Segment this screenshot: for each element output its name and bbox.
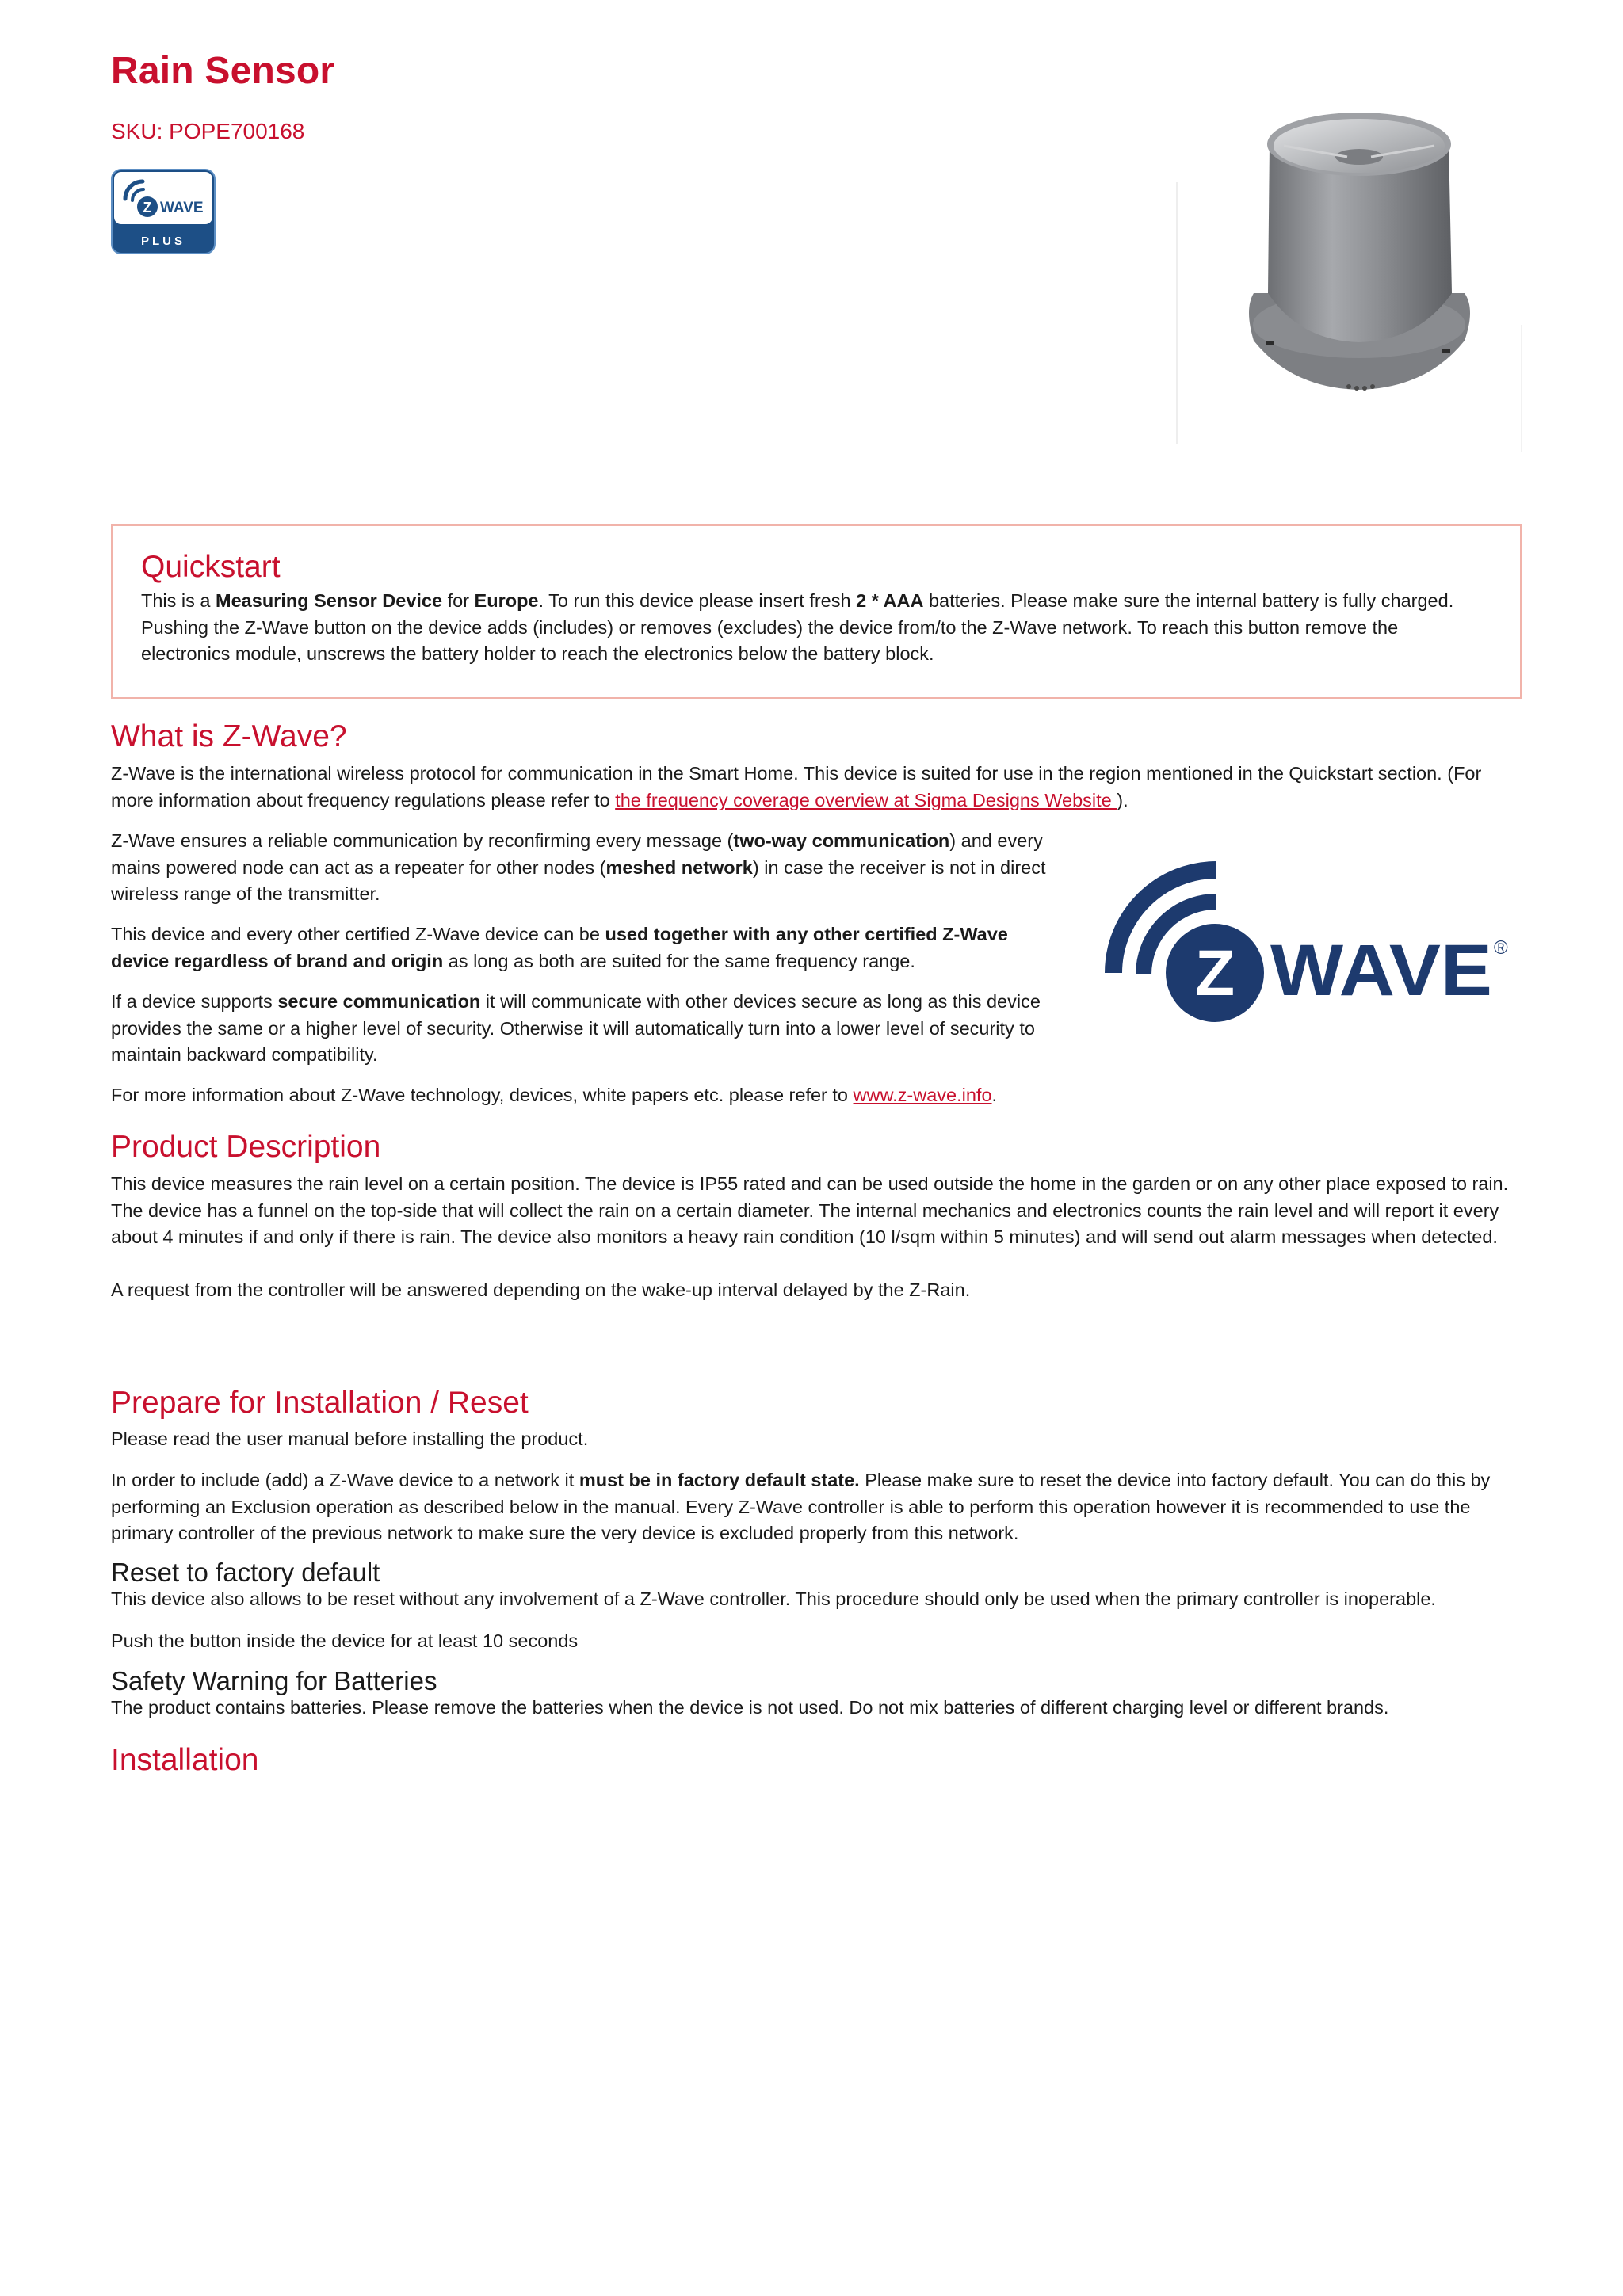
safety-paragraph: The product contains batteries. Please remove the batteries when the device is not used. Do not mix batteries of different charging level or different brands. [111, 1697, 1389, 1718]
what-is-paragraph-2: Z-Wave ensures a reliable communication by reconfirming every message (two-way communication) and every mains powered node can act as a repeater for other nodes (meshed network) in case the receiver is not in direct wireless range of the transmitter. [111, 830, 1046, 904]
safety-heading: Safety Warning for Batteries [111, 1666, 437, 1695]
installation-heading: Installation [111, 1743, 259, 1777]
product-description-paragraph-2: A request from the controller will be answered depending on the wake-up interval delayed by the Z-Rain. [111, 1280, 971, 1300]
zwave-plus-badge-icon [111, 169, 216, 254]
prepare-paragraph-1: Please read the user manual before installing the product. [111, 1428, 589, 1449]
page-title: Rain Sensor [111, 50, 335, 92]
zwave-logo-word: WAVE [1270, 930, 1492, 1011]
sku-line [111, 119, 304, 144]
product-description-heading: Product Description [111, 1130, 381, 1164]
quickstart-text: This is a Measuring Sensor Device for Europe. To run this device please insert fresh 2 * AAA batteries. Please make sure the internal battery is fully charged. Pushing the Z-Wave button on the device adds (includes) or removes (excludes) the device from/to the Z-Wave network. To reach this button remove the electronics module, unscrews the battery holder to reach the electronics below the battery block. [141, 590, 1454, 664]
zwave-logo-letter: Z [1194, 937, 1235, 1009]
frequency-coverage-link[interactable]: the frequency coverage overview at Sigma Designs Website [615, 789, 1117, 810]
prepare-heading: Prepare for Installation / Reset [111, 1386, 529, 1420]
what-is-paragraph-5: For more information about Z-Wave technology, devices, white papers etc. please refer to www.z-wave.info. [111, 1085, 998, 1105]
quickstart-heading: Quickstart [141, 550, 281, 584]
quickstart-box [111, 524, 1522, 699]
zwave-info-link[interactable]: www.z-wave.info [853, 1085, 992, 1105]
rain-sensor-device-image [1165, 87, 1529, 452]
product-description-paragraph-1: This device measures the rain level on a certain position. The device is IP55 rated and can be used outside the home in the garden or on any other place exposed to rain. The device has a funnel on the top-side that will collect the rain on a certain diameter. The internal mechanics and electronics counts the rain level and will report it every about 4 minutes if and only if there is rain. The device also monitors a heavy rain condition (10 l/sqm within 5 minutes) and will send out alarm messages when detected. [111, 1173, 1509, 1247]
what-is-paragraph-3: This device and every other certified Z-Wave device can be used together with any other certified Z-Wave device regardless of brand and origin as long as both are suited for the same frequency range. [111, 924, 1008, 971]
what-is-zwave-heading: What is Z-Wave? [111, 719, 347, 753]
badge-letter: Z [143, 200, 152, 215]
badge-plus: PLUS [140, 235, 186, 248]
badge-word: WAVE [160, 200, 204, 216]
reset-paragraph-2: Push the button inside the device for at least 10 seconds [111, 1630, 579, 1651]
prepare-paragraph-2: In order to include (add) a Z-Wave device to a network it must be in factory default state. Please make sure to reset the device into factory default. You can do this by performing an Exclusion operation as described below in the manual. Every Z-Wave controller is able to perform this operation however it is recommended to use the primary controller of the previous network to make sure the very device is excluded properly from this network. [111, 1470, 1491, 1543]
zwave-logo-registered: ® [1494, 937, 1508, 959]
what-is-paragraph-4: If a device supports secure communication it will communicate with other devices secure as long as this device provides the same or a higher level of security. Otherwise it will automatically turn into a lower level of security to maintain backward compatibility. [111, 991, 1041, 1065]
sku-label: SKU: [111, 119, 163, 143]
reset-heading: Reset to factory default [111, 1558, 380, 1587]
sku-value: POPE700168 [169, 119, 305, 143]
what-is-paragraph-1: Z-Wave is the international wireless protocol for communication in the Smart Home. This device is suited for use in the region mentioned in the Quickstart section. (For more information about frequency regulations please refer to the frequency coverage overview at Sigma Designs Website ). [111, 763, 1482, 810]
zwave-logo-icon [1098, 854, 1510, 1028]
reset-paragraph-1: This device also allows to be reset without any involvement of a Z-Wave controller. This procedure should only be used when the primary controller is inoperable. [111, 1589, 1436, 1609]
